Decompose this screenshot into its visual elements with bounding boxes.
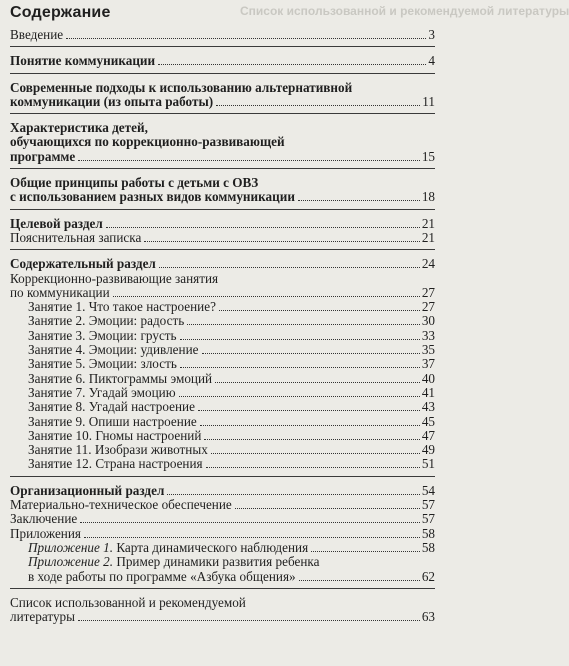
toc-list — [10, 28, 435, 624]
page-number: 21 — [421, 215, 435, 231]
toc-line — [10, 527, 435, 541]
toc-line — [10, 272, 435, 286]
toc-line — [28, 343, 435, 357]
section-divider — [10, 113, 435, 114]
toc-entry-text: по коммуникации — [10, 284, 110, 300]
page-number: 27 — [421, 299, 435, 315]
dot-leader — [216, 105, 420, 106]
section-divider — [10, 249, 435, 250]
toc-entry-z1 — [10, 300, 435, 314]
toc-line — [10, 150, 435, 164]
page-number: 54 — [421, 482, 435, 498]
toc-entry-z4 — [10, 343, 435, 357]
toc-line — [28, 329, 435, 343]
toc-entry-text: Целевой раздел — [10, 215, 103, 231]
section-divider — [10, 73, 435, 74]
toc-line — [28, 570, 435, 584]
page-number: 57 — [421, 497, 435, 513]
toc-entry-obespechenie — [10, 498, 435, 512]
toc-entry-text: Список использованной и рекомендуемой — [10, 594, 246, 610]
page-number: 3 — [428, 27, 435, 42]
dot-leader — [179, 396, 420, 397]
toc-line — [28, 400, 435, 414]
page-number: 58 — [421, 539, 435, 555]
page-number: 49 — [421, 442, 435, 458]
toc-entry-pril2 — [10, 555, 435, 584]
toc-entry-text: Современные подходы к использованию альтернативной — [10, 79, 353, 95]
dot-leader — [187, 324, 420, 325]
toc-entry-text: Материально-техническое обеспечение — [10, 497, 232, 513]
toc-entry-text: Организационный раздел — [10, 482, 165, 498]
page-number: 57 — [421, 511, 435, 527]
toc-entry-text: литературы — [10, 609, 75, 625]
toc-entry-ponyatie — [10, 54, 435, 68]
dot-leader — [219, 310, 420, 311]
dot-leader — [167, 494, 419, 495]
appendix-label: Приложение 1. — [28, 539, 114, 555]
toc-entry-text: Коррекционно-развивающие занятия — [10, 270, 219, 286]
toc-entry-podkhody — [10, 81, 435, 110]
dot-leader — [299, 580, 420, 581]
dot-leader — [180, 367, 420, 368]
dot-leader — [206, 467, 420, 468]
toc-entry-text: Занятие 4. Эмоции: удивление — [28, 342, 199, 358]
toc-heading: Содержание — [10, 4, 111, 21]
toc-line — [28, 386, 435, 400]
toc-entry-z12 — [10, 457, 435, 471]
toc-line — [28, 300, 435, 314]
dot-leader — [202, 353, 420, 354]
toc-entry-z9 — [10, 415, 435, 429]
toc-entry-text: обучающихся по коррекционно-развивающей — [10, 134, 285, 150]
page-number: 51 — [421, 456, 435, 472]
toc-entry-text: Пример динамики развития ребенка — [116, 554, 320, 570]
toc-entry-organizatsionny — [10, 484, 435, 498]
toc-entry-pril1 — [10, 541, 435, 555]
toc-line — [28, 429, 435, 443]
toc-line — [10, 498, 435, 512]
toc-line — [28, 372, 435, 386]
dot-leader — [204, 439, 419, 440]
toc-entry-text: Пояснительная записка — [10, 229, 142, 245]
toc-line — [28, 357, 435, 371]
toc-entry-text: Карта динамического наблюдения — [116, 539, 309, 555]
page-number: 33 — [421, 327, 435, 343]
toc-entry-tselevoy — [10, 217, 435, 231]
toc-entry-text: Введение — [10, 27, 64, 42]
dot-leader — [84, 537, 420, 538]
toc-line — [28, 314, 435, 328]
section-divider — [10, 168, 435, 169]
page-number: 62 — [421, 568, 435, 584]
toc-entry-text: с использованием разных видов коммуникации — [10, 189, 295, 205]
toc-entry-text: Занятие 11. Изобрази животных — [28, 442, 208, 458]
page-number: 27 — [421, 284, 435, 300]
toc-line — [28, 541, 435, 555]
toc-line — [10, 28, 435, 42]
dot-leader — [158, 64, 426, 65]
page-number: 58 — [421, 525, 435, 541]
toc-entry-z5 — [10, 357, 435, 371]
page-number: 11 — [422, 93, 435, 109]
dot-leader — [215, 382, 420, 383]
toc-line — [10, 54, 435, 68]
page-number: 18 — [421, 189, 435, 205]
toc-line — [10, 217, 435, 231]
page-number: 4 — [428, 53, 435, 69]
dot-leader — [311, 551, 420, 552]
bleed-through-text: Список использованной и рекомендуемой литературы — [240, 4, 569, 18]
page-number: 41 — [421, 384, 435, 400]
toc-line — [28, 443, 435, 457]
dot-leader — [78, 620, 420, 621]
toc-line — [10, 512, 435, 526]
toc-entry-text: Понятие коммуникации — [10, 53, 156, 69]
page-number: 47 — [421, 427, 435, 443]
dot-leader — [113, 296, 420, 297]
toc-entry-text: Содержательный раздел — [10, 256, 156, 272]
section-divider — [10, 588, 435, 589]
toc-entry-printsipy — [10, 176, 435, 205]
toc-entry-soderzhatelny — [10, 257, 435, 271]
section-divider — [10, 209, 435, 210]
toc-entry-zanyatiya — [10, 272, 435, 301]
toc-entry-kharakteristika — [10, 121, 435, 164]
toc-line — [10, 190, 435, 204]
toc-entry-text: Занятие 3. Эмоции: грусть — [28, 327, 177, 343]
toc-line — [10, 596, 435, 610]
dot-leader — [200, 425, 420, 426]
toc-entry-text: Занятие 5. Эмоции: злость — [28, 356, 177, 372]
dot-leader — [159, 267, 420, 268]
dot-leader — [198, 410, 420, 411]
page-number: 30 — [421, 313, 435, 329]
toc-line — [28, 415, 435, 429]
dot-leader — [180, 339, 420, 340]
toc-entry-z11 — [10, 443, 435, 457]
dot-leader — [78, 160, 420, 161]
toc-entry-prilozheniya — [10, 527, 435, 541]
toc-entry-text: Занятие 9. Опиши настроение — [28, 413, 197, 429]
page-number: 21 — [421, 229, 435, 245]
toc-line — [10, 231, 435, 245]
toc-line — [10, 257, 435, 271]
toc-entry-text: Занятие 1. Что такое настроение? — [28, 299, 216, 315]
toc-entry-z6 — [10, 372, 435, 386]
toc-entry-z8 — [10, 400, 435, 414]
page-number: 35 — [421, 342, 435, 358]
toc-entry-z7 — [10, 386, 435, 400]
toc-entry-text: Занятие 6. Пиктограммы эмоций — [28, 370, 213, 386]
page-number: 24 — [421, 256, 435, 272]
toc-entry-text: Характеристика детей, — [10, 120, 148, 136]
toc-line — [10, 610, 435, 624]
toc-line — [28, 555, 435, 569]
toc-entry-z3 — [10, 329, 435, 343]
page-number: 15 — [421, 148, 435, 164]
dot-leader — [235, 508, 420, 509]
toc-entry-text: Занятие 12. Страна настроения — [28, 456, 203, 472]
page-number: 45 — [421, 413, 435, 429]
toc-entry-text: Занятие 2. Эмоции: радость — [28, 313, 185, 329]
section-divider — [10, 46, 435, 47]
dot-leader — [66, 38, 426, 39]
toc-entry-text: в ходе работы по программе «Азбука общения» — [28, 568, 296, 584]
toc-entry-text: Приложения — [10, 525, 81, 541]
toc-entry-text: Общие принципы работы с детьми с ОВЗ — [10, 175, 259, 191]
toc-entry-zapiska — [10, 231, 435, 245]
toc-line — [10, 176, 435, 190]
page-number: 63 — [421, 609, 435, 625]
toc-entry-text: Занятие 7. Угадай эмоцию — [28, 384, 176, 400]
toc-line — [10, 121, 435, 135]
toc-line — [10, 135, 435, 149]
dot-leader — [211, 453, 420, 454]
toc-entry-z10 — [10, 429, 435, 443]
dot-leader — [106, 227, 420, 228]
page-number: 37 — [421, 356, 435, 372]
toc-entry-text: Заключение — [10, 511, 78, 527]
dot-leader — [144, 241, 420, 242]
toc-entry-text: коммуникации (из опыта работы) — [10, 93, 214, 109]
page-number: 43 — [421, 399, 435, 415]
toc-entry-z2 — [10, 314, 435, 328]
toc-entry-literatura — [10, 596, 435, 625]
page-number: 40 — [421, 370, 435, 386]
toc-line — [28, 457, 435, 471]
dot-leader — [80, 522, 420, 523]
toc-entry-text: программе — [10, 148, 76, 164]
toc-entry-text: Занятие 8. Угадай настроение — [28, 399, 195, 415]
dot-leader — [298, 200, 420, 201]
toc-line — [10, 484, 435, 498]
toc-entry-text: Занятие 10. Гномы настроений — [28, 427, 202, 443]
toc-entry-vvedenie — [10, 28, 435, 42]
section-divider — [10, 476, 435, 477]
toc-line — [10, 81, 435, 95]
appendix-label: Приложение 2. — [28, 554, 114, 570]
toc-line — [10, 286, 435, 300]
toc-line — [10, 95, 435, 109]
toc-entry-zaklyuchenie — [10, 512, 435, 526]
